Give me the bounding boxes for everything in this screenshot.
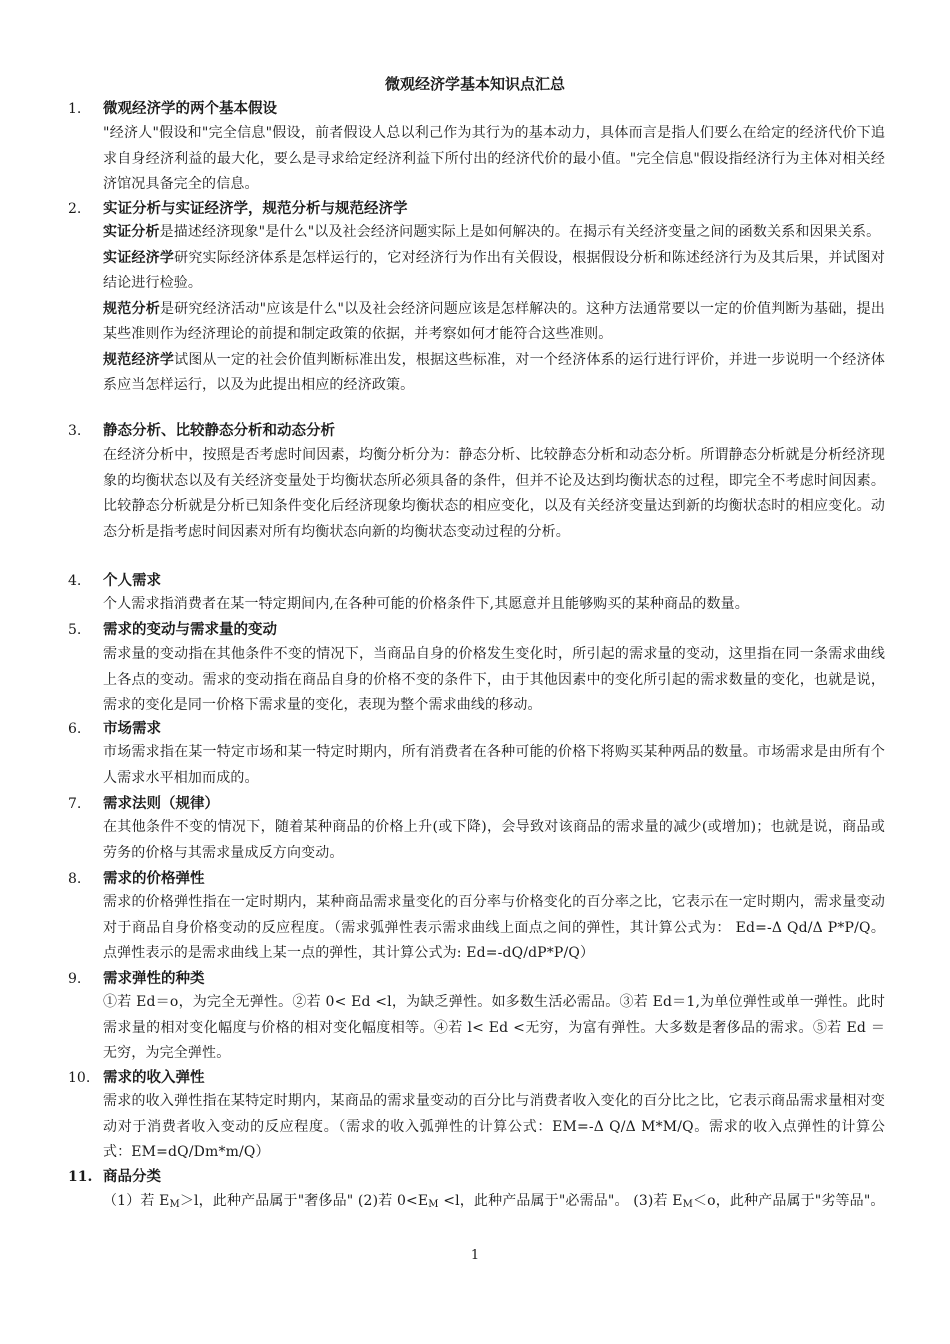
section-body xyxy=(103,740,885,791)
section-number: 1. xyxy=(68,101,82,117)
paragraph: ①若 Ed＝o，为完全无弹性。②若 0< Ed <l，为缺乏弹性。如多数生活必需品。③若 Ed＝1,为单位弹性或单一弹性。此时需求量的相对变化幅度与价格的相对变化幅度相等。④若 l< Ed <无穷，为富有弹性。大多数是奢侈品的需求。⑤若 Ed ＝无穷，为完全弹性。 xyxy=(103,994,885,1061)
paragraph: 个人需求指消费者在某一特定期间内,在各种可能的价格条件下,其愿意并且能够购买的某种商品的数量。 xyxy=(103,596,749,612)
section-number: 11. xyxy=(68,1169,93,1185)
section-body xyxy=(103,890,885,967)
paragraph: （1）若 $E_M>l$，此种产品属于"奢侈品" (2)若 $0<E_M <l$，此种产品属于"必需品"。 (3)若 $E_M<o$，此种产品属于"劣等品"。 xyxy=(103,1193,885,1210)
section-heading: 静态分析、比较静态分析和动态分析 xyxy=(103,423,335,439)
paragraph: 市场需求指在某一特定市场和某一特定时期内，所有消费者在各种可能的价格下将购买某种两品的数量。市场需求是由所有个人需求水平相加而成的。 xyxy=(103,744,885,786)
term: 实证分析 xyxy=(103,224,160,240)
term: 实证经济学 xyxy=(103,249,175,266)
paragraph-text: 是描述经济现象"是什么"以及社会经济问题实际上是如何解决的。在揭示有关经济变量之间的函数关系和因果关系。 xyxy=(159,224,881,240)
section-number: 10. xyxy=(68,1070,91,1086)
paragraph-text: 试图从一定的社会价值判断标准出发，根据这些标准，对一个经济体系的运行进行评价，并进一步说明一个经济体系应当怎样运行，以及为此提出相应的经济政策。 xyxy=(103,351,886,393)
paragraph xyxy=(103,220,885,246)
section-number: 3. xyxy=(68,423,82,439)
subscript: M xyxy=(169,1199,180,1210)
section-number: 2. xyxy=(68,201,82,217)
section-heading: 商品分类 xyxy=(103,1169,161,1185)
section-body xyxy=(103,642,885,719)
section-heading: 需求法则（规律） xyxy=(103,796,219,812)
section-body xyxy=(103,121,885,198)
term: 规范分析 xyxy=(103,300,160,317)
section-body xyxy=(103,220,885,399)
section-body xyxy=(103,592,885,618)
page-number: 1 xyxy=(470,1248,480,1263)
document-title: 微观经济学基本知识点汇总 xyxy=(384,75,565,93)
section-number: 9. xyxy=(68,971,82,987)
section-body xyxy=(103,1089,885,1166)
section-heading: 需求的收入弹性 xyxy=(103,1070,205,1086)
section-body xyxy=(103,1189,885,1215)
section-number: 6. xyxy=(68,721,82,737)
section-heading: 需求的变动与需求量的变动 xyxy=(103,622,277,638)
section-heading: 市场需求 xyxy=(103,721,161,737)
paragraph: 在经济分析中，按照是否考虑时间因素，均衡分析分为：静态分析、比较静态分析和动态分析。所谓静态分析就是分析经济现象的均衡状态以及有关经济变量处于均衡状态所必须具备的条件，但并不论及达到均衡状态的过程，即完全不考虑时间因素。比较静态分析就是分析已知条件变化后经济现象均衡状态的相应变化，以及有关经济变量达到新的均衡状态时的相应变化。动态分析是指考虑时间因素对所有均衡状态向新的均衡状态变动过程的分析。 xyxy=(103,447,885,540)
section-number: 4. xyxy=(68,573,82,589)
paragraph-text: 研究实际经济体系是怎样运行的，它对经济行为作出有关假设，根据假设分析和陈述经济行为及其后果，并试图对结论进行检验。 xyxy=(103,249,886,291)
paragraph-text: 是研究经济活动"应该是什么"以及社会经济问题应该是怎样解决的。这种方法通常要以一定的价值判断为基础，提出某些准则作为经济理论的前提和制定政策的依据，并考察如何才能符合这些准则。 xyxy=(103,300,885,342)
subscript: M xyxy=(428,1199,439,1210)
term: 规范经济学 xyxy=(103,351,175,368)
section-body xyxy=(103,443,885,545)
paragraph: 需求的价格弹性指在一定时期内，某种商品需求量变化的百分率与价格变化的百分率之比，它表示在一定时期内，需求量变动对于商品自身价格变动的反应程度。（需求弧弹性表示需求曲线上面点之间的弹性，其计算公式为： Ed=-Δ Qd/Δ P*P/Q。点弹性表示的是需求曲线上某一点的弹性，其计算公式为: Ed=-dQ/dP*P/Q） xyxy=(103,894,885,961)
paragraph xyxy=(103,297,885,348)
paragraph: 在其他条件不变的情况下，随着某种商品的价格上升(或下降)，会导致对该商品的需求量的减少(或增加)；也就是说，商品或劳务的价格与其需求量成反方向变动。 xyxy=(103,819,885,861)
section-heading: 实证分析与实证经济学，规范分析与规范经济学 xyxy=(103,201,408,217)
subscript: M xyxy=(682,1199,693,1210)
section-body xyxy=(103,990,885,1067)
section-number: 5. xyxy=(68,622,82,638)
paragraph xyxy=(103,348,885,399)
paragraph xyxy=(103,246,885,297)
section-heading: 个人需求 xyxy=(103,573,161,589)
section-heading: 微观经济学的两个基本假设 xyxy=(103,101,277,117)
section-body xyxy=(103,815,885,866)
paragraph: "经济人"假设和"完全信息"假设，前者假设人总以利己作为其行为的基本动力，具体而言是指人们要么在给定的经济代价下追求自身经济利益的最大化，要么是寻求给定经济利益下所付出的经济代价的最小值。"完全信息"假设指经济行为主体对相关经济馆况具备完全的信息。 xyxy=(103,125,885,192)
section-heading: 需求的价格弹性 xyxy=(103,871,205,887)
section-heading: 需求弹性的种类 xyxy=(103,971,205,987)
paragraph: 需求量的变动指在其他条件不变的情况下，当商品自身的价格发生变化时，所引起的需求量的变动，这里指在同一条需求曲线上各点的变动。需求的变动指在商品自身的价格不变的条件下，由于其他因素中的变化所引起的需求数量的变化，也就是说，需求的变化是同一价格下需求量的变化，表现为整个需求曲线的移动。 xyxy=(103,646,885,713)
paragraph: 需求的收入弹性指在某特定时期内，某商品的需求量变动的百分比与消费者收入变化的百分比之比，它表示商品需求量相对变动对于消费者收入变动的反应程度。（需求的收入弧弹性的计算公式：EM=-Δ Q/Δ M*M/Q。需求的收入点弹性的计算公式：EM=dQ/Dm*m/Q） xyxy=(103,1093,885,1160)
section-number: 8. xyxy=(68,871,82,887)
section-number: 7. xyxy=(68,796,82,812)
